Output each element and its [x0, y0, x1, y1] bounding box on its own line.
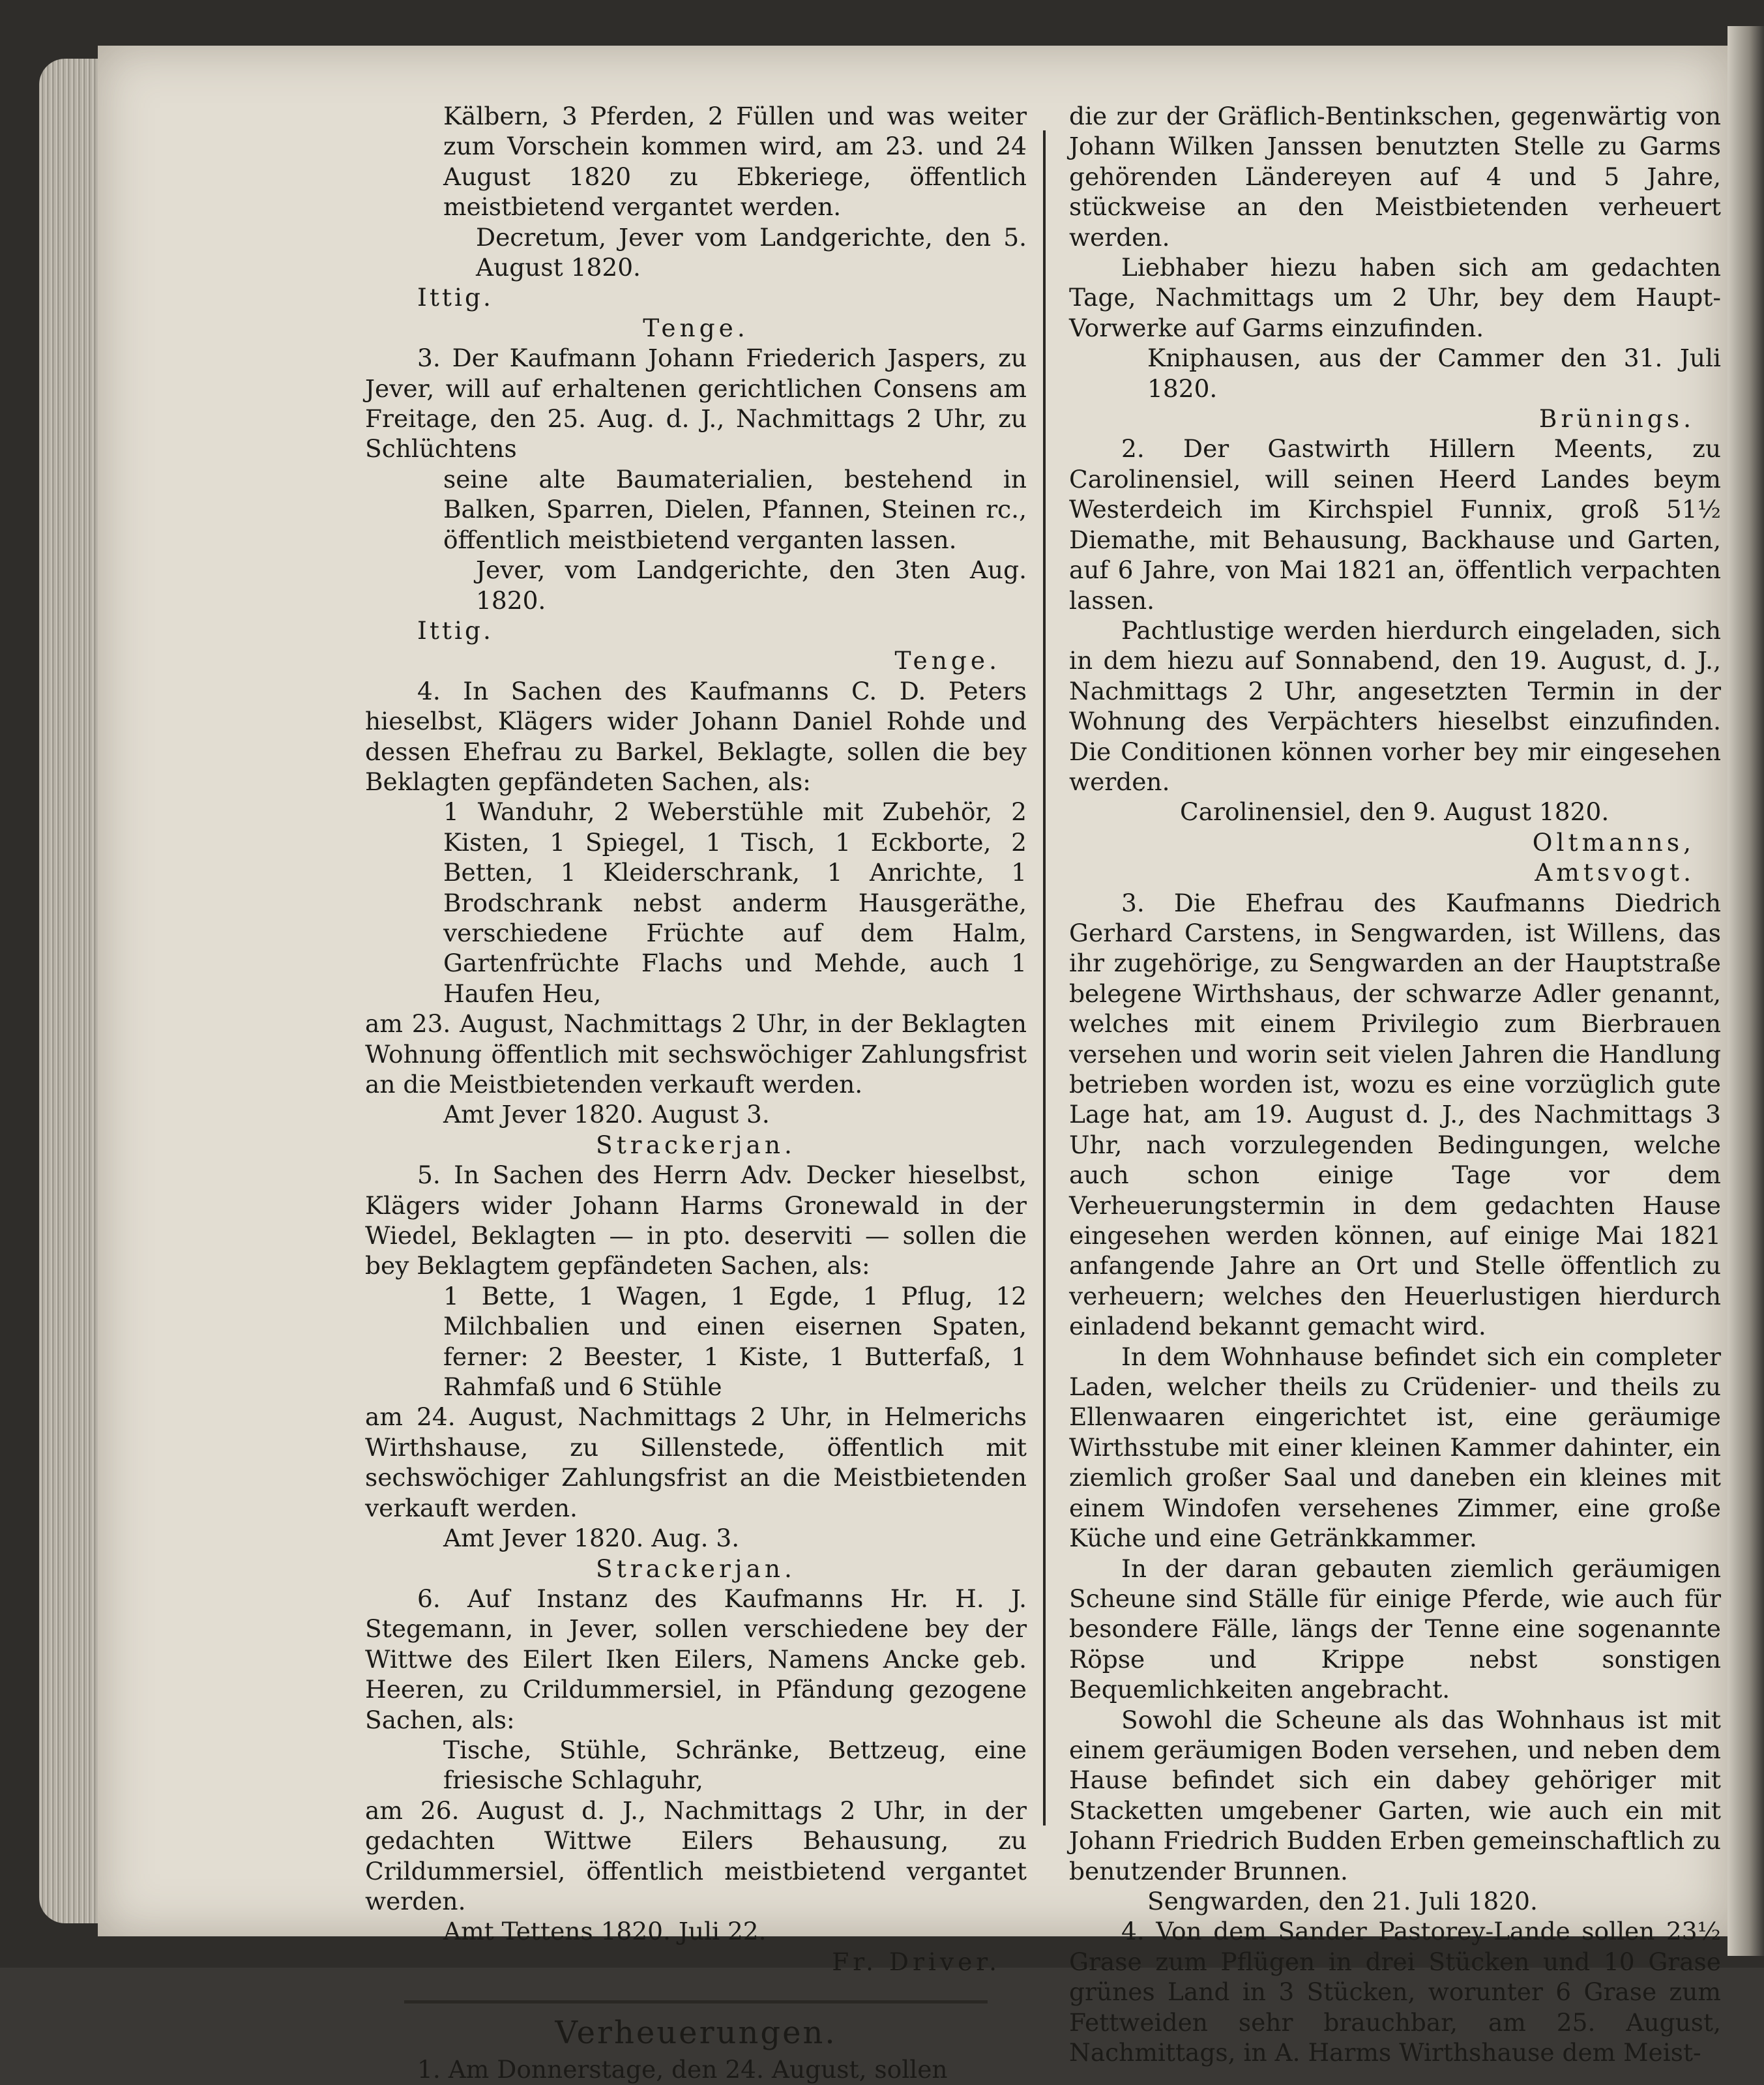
signature: Strackerjan. [596, 1554, 796, 1583]
date-line: Carolinensiel, den 9. August 1820. [1180, 797, 1610, 827]
date-line: Amt Tettens 1820. Juli 22. [443, 1917, 767, 1946]
right-column [1069, 101, 1721, 2067]
date-line: Amt Jever 1820. August 3. [443, 1100, 770, 1129]
signature: Brünings. [1538, 404, 1695, 434]
left-column [365, 101, 1027, 2085]
paragraph: am 24. August, Nachmittags 2 Uhr, in Helmerichs Wirthshause, zu Sillenstede, öffentlich mit sechswöchiger Zahlungsfrist an die Meistbietenden verkauft werden. [365, 1402, 1027, 1522]
date-line: Decretum, Jever vom Landgerichte, den 5. August 1820. [476, 222, 1027, 282]
paragraph: 1 Wanduhr, 2 Weberstühle mit Zubehör, 2 Kisten, 1 Spiegel, 1 Tisch, 1 Eckborte, 2 Betten, 1 Kleiderschrank, 1 Anrichte, 1 Brodschrank nebst anderm Hausgeräthe, verschiedene Früchte auf dem Halm, Gartenfrüchte Flachs und Mehde, auch 1 Haufen Heu, [443, 797, 1027, 1008]
paragraph: 5. In Sachen des Herrn Adv. Decker hieselbst, Klägers wider Johann Harms Gronewald in der Wiedel, Beklagten — in pto. deserviti — sollen die bey Beklagtem gepfändeten Sachen, als: [365, 1161, 1027, 1280]
paragraph: Pachtlustige werden hierdurch eingeladen, sich in dem hiezu auf Sonnabend, den 19. August, d. J., Nachmittags 2 Uhr, angesetzten Termin in der Wohnung des Verpächters hieselbst einzufinden. Die Conditionen können vorher bey mir eingesehen werden. [1069, 615, 1721, 796]
section-heading: Verheuerungen. [555, 2015, 837, 2052]
column-divider [1043, 130, 1046, 1826]
paragraph: 4. In Sachen des Kaufmanns C. D. Peters hieselbst, Klägers wider Johann Daniel Rohde und dessen Ehefrau zu Barkel, Beklagte, sollen die bey Beklagten gepfändeten Sachen, als: [365, 676, 1027, 796]
paragraph: Sowohl die Scheune als das Wohnhaus ist mit einem geräumigen Boden versehen, und neben dem Hause befindet sich ein dabey gehöriger mit Stacketten umgebener Garten, wie auch ein mit Johann Friedrich Budden Erben gemeinschaftlich zu benutzender Brunnen. [1069, 1705, 1721, 1885]
paragraph: 2. Der Gastwirth Hillern Meents, zu Carolinensiel, will seinen Heerd Landes beym Westerdeich im Kirchspiel Funnix, groß 51½ Diemathe, mit Behausung, Backhause und Garten, auf 6 Jahre, von Mai 1821 an, öffentlich verpachten lassen. [1069, 434, 1721, 615]
paragraph: am 23. August, Nachmittags 2 Uhr, in der Beklagten Wohnung öffentlich mit sechswöchiger Zahlungsfrist an die Meistbietenden verkauft werden. [365, 1009, 1027, 1099]
signature: Tenge. [643, 313, 749, 342]
book-right-edge [1727, 26, 1764, 1956]
signature: Strackerjan. [596, 1130, 796, 1159]
signature: Tenge. [894, 646, 1001, 675]
paragraph: 1 Bette, 1 Wagen, 1 Egde, 1 Pflug, 12 Milchbalien und einen eisernen Spaten, ferner: 2 Beester, 1 Kiste, 1 Butterfaß, 1 Rahmfaß und 6 Stühle [443, 1281, 1027, 1402]
paragraph: 1. Am Donnerstage, den 24. August, sollen [417, 2055, 948, 2084]
paragraph: Kälbern, 3 Pferden, 2 Füllen und was weiter zum Vorschein kommen wird, am 23. und 24 August 1820 zu Ebkeriege, öffentlich meistbietend vergantet werden. [443, 102, 1027, 222]
paragraph: Tische, Stühle, Schränke, Bettzeug, eine friesische Schlaguhr, [443, 1735, 1027, 1795]
paragraph: 4. Von dem Sander Pastorey-Lande sollen 23½ Grase zum Pflügen in drei Stücken und 10 Grase grünes Land in 3 Stücken, worunter 6 Grase zum Fettweiden sehr brauchbar, am 25. August, Nachmittags, in A. Harms Wirthshause dem Meist- [1069, 1917, 1721, 2067]
paragraph: die zur der Gräflich-Bentinkschen, gegenwärtig von Johann Wilken Janssen benutzten Stelle zu Garms gehörenden Ländereyen auf 4 und 5 Jahre, stückweise an den Meistbietenden verheuert werden. [1069, 102, 1721, 252]
signature: Oltmanns, [1532, 827, 1695, 857]
signature: Ittig. [417, 615, 493, 645]
section-rule [404, 2000, 988, 2004]
paragraph: 3. Der Kaufmann Johann Friederich Jaspers, zu Jever, will auf erhaltenen gerichtlichen Consens am Freitage, den 25. Aug. d. J., Nachmittags 2 Uhr, zu Schlüchtens [365, 344, 1027, 464]
paragraph: In der daran gebauten ziemlich geräumigen Scheune sind Ställe für einige Pferde, wie auch für besondere Fälle, längs der Tenne eine sogenannte Röpse und Krippe nebst sonstigen Bequemlichkeiten angebracht. [1069, 1554, 1721, 1704]
date-line: Sengwarden, den 21. Juli 1820. [1147, 1886, 1538, 1915]
paragraph: Liebhaber hiezu haben sich am gedachten Tage, Nachmittags um 2 Uhr, bey dem Haupt-Vorwerke auf Garms einzufinden. [1069, 253, 1721, 342]
paragraph: 3. Die Ehefrau des Kaufmanns Diedrich Gerhard Carstens, in Sengwarden, ist Willens, das ihr zugehörige, zu Sengwarden an der Hauptstraße belegene Wirthshaus, der schwarze Adler genannt, welches mit einem Privilegio zum Bierbrauen versehen und worin seit vielen Jahren die Handlung betrieben worden ist, wozu es eine vorzüglich gute Lage hat, am 19. August d. J., des Nachmittags 3 Uhr, nach vorzulegenden Bedingungen, welche auch schon einige Tage vor dem Verheuerungstermin in dem gedachten Hause eingesehen werden können, auf einige Mai 1821 anfangende Jahre an Ort und Stelle öffentlich zu verheuern; welches den Heuerlustigen hierdurch einladend bekannt gemacht wird. [1069, 888, 1721, 1341]
signature: Fr. Driver. [832, 1947, 1001, 1976]
paragraph: 6. Auf Instanz des Kaufmanns Hr. H. J. Stegemann, in Jever, sollen verschiedene bey der Wittwe des Eilert Iken Eilers, Namens Ancke geb. Heeren, zu Crildummersiel, in Pfändung gezogene Sachen, als: [365, 1584, 1027, 1734]
date-line: Kniphausen, aus der Cammer den 31. Juli 1820. [1147, 344, 1721, 403]
paragraph: seine alte Baumaterialien, bestehend in Balken, Sparren, Dielen, Pfannen, Steinen rc., öffentlich meistbietend verganten lassen. [443, 464, 1027, 554]
paragraph: am 26. August d. J., Nachmittags 2 Uhr, in der gedachten Wittwe Eilers Behausung, zu Crildummersiel, öffentlich meistbietend vergantet werden. [365, 1796, 1027, 1915]
signature: Amtsvogt. [1535, 858, 1695, 887]
paragraph: In dem Wohnhause befindet sich ein completer Laden, welcher theils zu Crüdenier- und theils zu Ellenwaaren eingerichtet ist, eine geräumige Wirthsstube mit einer kleinen Kammer dahinter, ein ziemlich großer Saal und daneben ein kleines mit einem Windofen versehenes Zimmer, eine große Küche und eine Getränkkammer. [1069, 1342, 1721, 1553]
date-line: Jever, vom Landgerichte, den 3ten Aug. 1820. [476, 555, 1027, 615]
date-line: Amt Jever 1820. Aug. 3. [443, 1524, 740, 1553]
signature: Ittig. [417, 283, 493, 312]
